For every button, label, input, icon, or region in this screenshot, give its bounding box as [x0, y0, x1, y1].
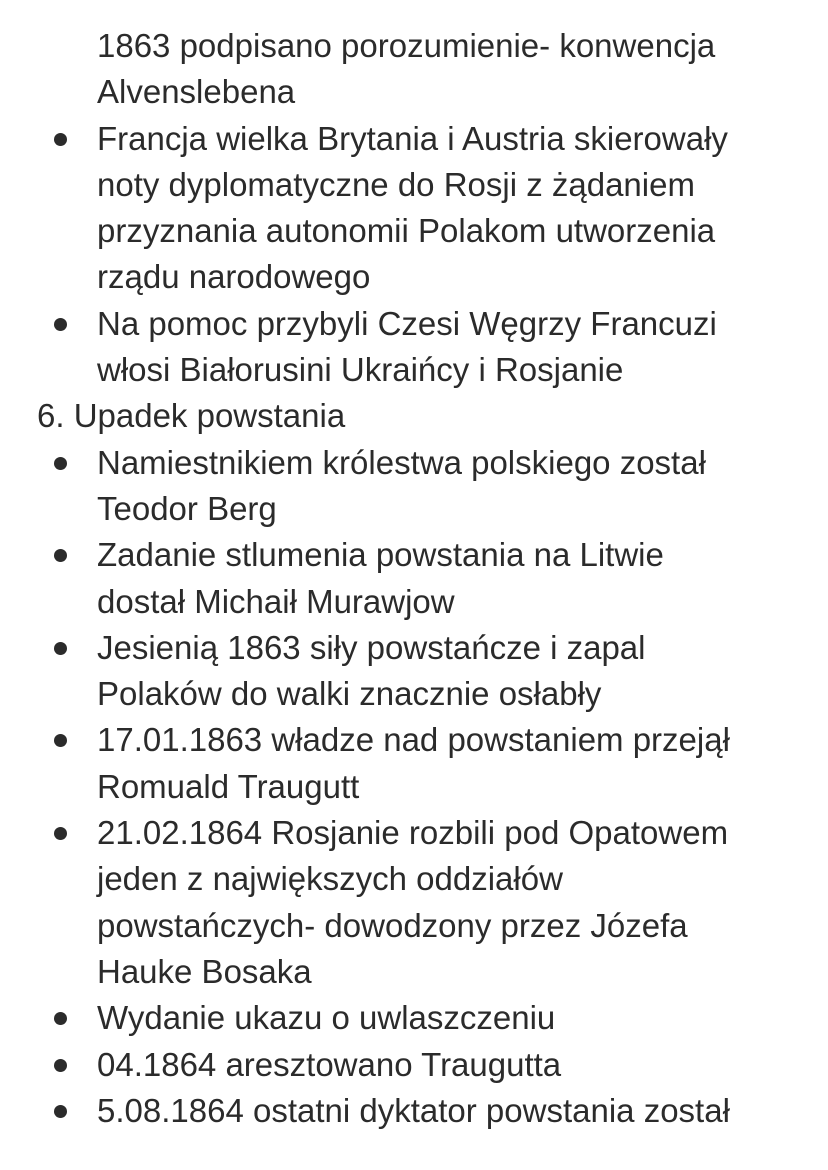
bullet-list-top: [0, 116, 828, 394]
list-item-text: Polaków do walki znacznie osłabły: [97, 675, 602, 713]
list-item-text: rządu narodowego: [97, 258, 371, 296]
list-item: [0, 717, 828, 810]
list-item-text: Hauke Bosaka: [97, 952, 312, 990]
list-item-text: Zadanie stlumenia powstania na Litwie: [97, 536, 664, 574]
bullet-dot-icon: [54, 318, 67, 331]
list-item: [0, 995, 828, 1041]
list-item: [0, 1088, 828, 1134]
bullet-dot-icon: [54, 1059, 67, 1072]
lead-line-1: 1863 podpisano porozumienie- konwencja: [97, 27, 716, 64]
list-item-text: Jesienią 1863 siły powstańcze i zapal: [97, 628, 646, 666]
bullet-dot-icon: [54, 1105, 67, 1118]
lead-line-2: Alvenslebena: [97, 73, 296, 111]
list-item-text: jeden z największych oddziałów: [97, 860, 563, 898]
bullet-dot-icon: [54, 457, 67, 470]
section-heading: 6. Upadek powstania: [37, 397, 346, 435]
bullet-dot-icon: [54, 734, 67, 747]
bullet-list-section: [0, 440, 828, 1134]
list-item: [0, 625, 828, 718]
list-item: [0, 440, 828, 533]
list-item-text: 21.02.1864 Rosjanie rozbili pod Opatowem: [97, 814, 729, 852]
list-item: [0, 532, 828, 625]
list-item-text: Teodor Berg: [97, 489, 277, 527]
bullet-dot-icon: [54, 1012, 67, 1025]
list-item-text: włosi Białorusini Ukraińcy i Rosjanie: [97, 351, 624, 389]
list-item: [0, 1042, 828, 1088]
list-item-text: Namiestnikiem królestwa polskiego został: [97, 443, 706, 481]
list-item-text: 04.1864 aresztowano Traugutta: [97, 1045, 562, 1083]
bullet-dot-icon: [54, 642, 67, 655]
list-item-text: przyznania autonomii Polakom utworzenia: [97, 212, 716, 250]
list-item-text: Francja wielka Brytania i Austria skierowały: [97, 119, 728, 157]
list-item-text: Wydanie ukazu o uwlaszczeniu: [97, 999, 556, 1037]
list-item-text: noty dyplomatyczne do Rosji z żądaniem: [97, 165, 695, 203]
list-item-text: 5.08.1864 ostatni dyktator powstania został: [97, 1091, 730, 1129]
list-item: [0, 116, 828, 301]
list-item-text: 17.01.1863 władze nad powstaniem przejął: [97, 721, 730, 759]
list-item-text: dostał Michaił Murawjow: [97, 582, 455, 620]
list-item-text: Romuald Traugutt: [97, 767, 360, 805]
list-item-text: powstańczych- dowodzony przez Józefa: [97, 906, 688, 944]
list-item: [0, 301, 828, 394]
bullet-dot-icon: [54, 827, 67, 840]
bullet-dot-icon: [54, 549, 67, 562]
list-item: [0, 810, 828, 995]
list-item-text: Na pomoc przybyli Czesi Węgrzy Francuzi: [97, 304, 717, 342]
bullet-dot-icon: [54, 133, 67, 146]
